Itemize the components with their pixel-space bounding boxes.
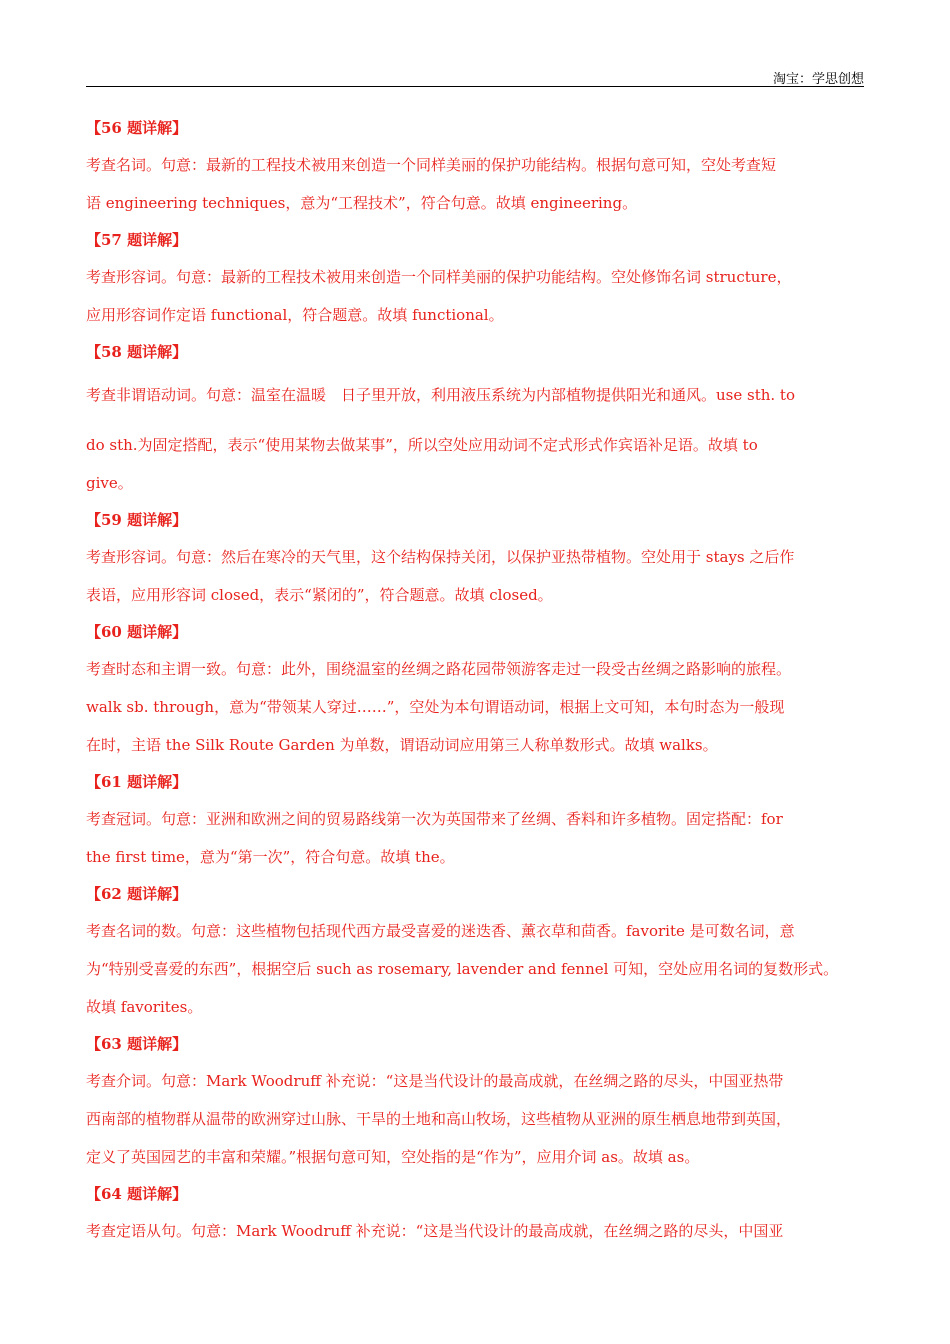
section-body-60 [86, 650, 866, 764]
text-line: the first time，意为“第一次”，符合句意。故填 the。 [86, 848, 455, 866]
section-body-62 [86, 912, 866, 1026]
text-line: 考查名词。句意：最新的工程技术被用来创造一个同样美丽的保护功能结构。根据句意可知，空处考查短 [86, 156, 777, 174]
section-body-61 [86, 800, 866, 876]
text-line: 考查形容词。句意：最新的工程技术被用来创造一个同样美丽的保护功能结构。空处修饰名词 structure， [86, 268, 792, 286]
page-header [86, 66, 864, 87]
section-body-57 [86, 258, 866, 334]
text-line: do sth.为固定搭配，表示“使用某物去做某事”，所以空处应用动词不定式形式作宾语补足语。故填 to [86, 436, 758, 454]
section-title-64: 【64 题详解】 [86, 1185, 188, 1203]
text-line: 考查冠词。句意：亚洲和欧洲之间的贸易路线第一次为英国带来了丝绸、香料和许多植物。固定搭配：for [86, 810, 783, 828]
text-line: 定义了英国园艺的丰富和荣耀。”根据句意可知，空处指的是“作为”，应用介词 as。故填 as。 [86, 1148, 700, 1166]
section-title-58: 【58 题详解】 [86, 343, 188, 361]
text-line: give。 [86, 474, 133, 492]
section-title-60: 【60 题详解】 [86, 623, 188, 641]
section-body-56 [86, 146, 866, 222]
section-title-56: 【56 题详解】 [86, 119, 188, 137]
text-line: 西南部的植物群从温带的欧洲穿过山脉、干旱的土地和高山牧场，这些植物从亚洲的原生栖息地带到英国， [86, 1110, 792, 1128]
section-body-59 [86, 538, 866, 614]
text-line: 考查定语从句。句意：Mark Woodruff 补充说：“这是当代设计的最高成就，在丝绸之路的尽头，中国亚 [86, 1222, 784, 1240]
text-line: 考查形容词。句意：然后在寒冷的天气里，这个结构保持关闭，以保护亚热带植物。空处用于 stays 之后作 [86, 548, 795, 566]
section-body-64 [86, 1212, 866, 1250]
section-title-63: 【63 题详解】 [86, 1035, 188, 1053]
section-title-62: 【62 题详解】 [86, 885, 188, 903]
text-line: 在时，主语 the Silk Route Garden 为单数，谓语动词应用第三人称单数形式。故填 walks。 [86, 736, 718, 754]
answer-explanations [86, 110, 866, 1250]
text-line: 表语，应用形容词 closed，表示“紧闭的”，符合题意。故填 closed。 [86, 586, 553, 604]
section-body-58 [86, 370, 866, 502]
text-line: 应用形容词作定语 functional，符合题意。故填 functional。 [86, 306, 504, 324]
section-title-61: 【61 题详解】 [86, 773, 188, 791]
text-line: 考查时态和主谓一致。句意：此外，围绕温室的丝绸之路花园带领游客走过一段受古丝绸之路影响的旅程。 [86, 660, 792, 678]
header-shop-text: 淘宝：学思创想 [772, 72, 864, 87]
text-line: 为“特别受喜爱的东西”，根据空后 such as rosemary, lavender and fennel 可知，空处应用名词的复数形式。 [86, 960, 839, 978]
text-line: 考查介词。句意：Mark Woodruff 补充说：“这是当代设计的最高成就，在丝绸之路的尽头，中国亚热带 [86, 1072, 784, 1090]
text-line: 考查名词的数。句意：这些植物包括现代西方最受喜爱的迷迭香、薰衣草和茴香。favorite 是可数名词，意 [86, 922, 795, 940]
text-line: 考查非谓语动词。句意：温室在温暖 日子里开放，利用液压系统为内部植物提供阳光和通风。use sth. to [86, 386, 795, 404]
text-line: 语 engineering techniques，意为“工程技术”，符合句意。故填 engineering。 [86, 194, 638, 212]
section-title-57: 【57 题详解】 [86, 231, 188, 249]
section-title-59: 【59 题详解】 [86, 511, 188, 529]
text-line: walk sb. through，意为“带领某人穿过……”，空处为本句谓语动词，根据上文可知，本句时态为一般现 [86, 698, 785, 716]
text-line: 故填 favorites。 [86, 998, 203, 1016]
section-body-63 [86, 1062, 866, 1176]
